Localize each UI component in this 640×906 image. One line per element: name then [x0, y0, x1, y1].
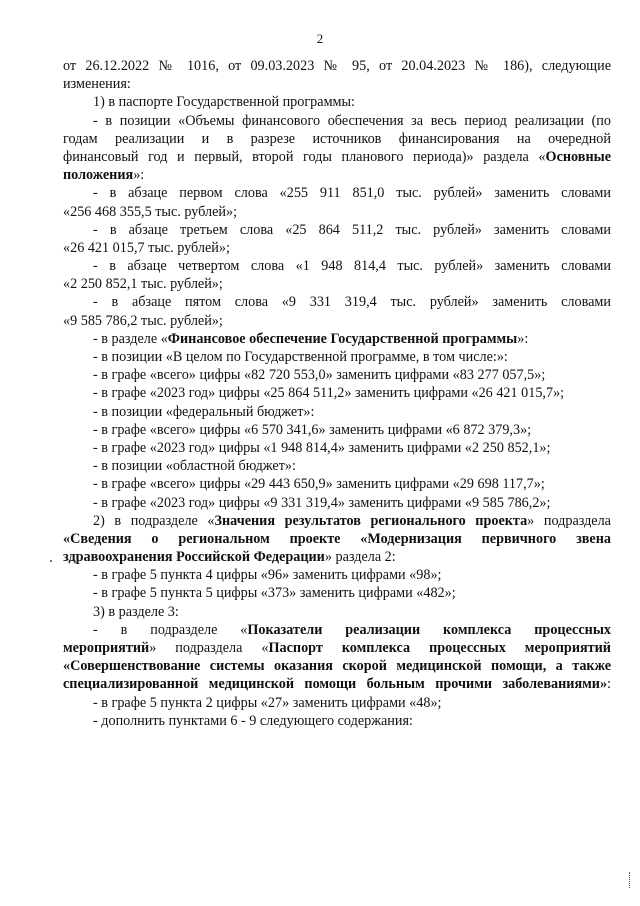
text-line	[63, 366, 611, 384]
text-line	[63, 257, 611, 275]
text-run: - в абзаце пятом слова «9 331 319,4 тыс. рублей» заменить словами	[93, 294, 611, 311]
bold-text-run: Финансовое обеспечение Государственной программы	[167, 330, 518, 347]
text-run: финансовый год и первый, второй годы планового периода)» раздела «	[63, 148, 546, 165]
bold-text-run: «Совершенствование системы оказания скорой медицинской помощи, а также	[63, 658, 611, 675]
text-line	[63, 421, 611, 439]
text-line	[63, 712, 611, 730]
text-line	[63, 494, 611, 512]
text-run: - в позиции «федеральный бюджет»:	[93, 403, 315, 420]
text-line	[63, 603, 611, 621]
text-line	[63, 548, 611, 566]
text-line	[63, 184, 611, 202]
text-run: - в абзаце третьем слова «25 864 511,2 тыс. рублей» заменить словами	[93, 221, 611, 238]
text-line	[63, 221, 611, 239]
text-line	[63, 403, 611, 421]
bold-text-run: «	[63, 530, 71, 547]
text-line	[63, 203, 611, 221]
text-line	[63, 75, 611, 93]
text-run: »:	[517, 330, 529, 347]
bold-text-run: положения	[63, 167, 134, 184]
text-run: :	[607, 676, 611, 693]
bold-text-run: Показатели реализации комплекса процессных	[247, 621, 611, 638]
text-line	[63, 530, 611, 548]
text-run: - в графе «всего» цифры «6 570 341,6» заменить цифрами «6 872 379,3»;	[93, 421, 532, 438]
text-run: - в абзаце четвертом слова «1 948 814,4 тыс. рублей» заменить словами	[93, 258, 611, 275]
text-run: - в графе «2023 год» цифры «1 948 814,4» заменить цифрами «2 250 852,1»;	[93, 439, 551, 456]
text-line	[63, 57, 611, 75]
text-run: «26 421 015,7 тыс. рублей»;	[63, 239, 230, 256]
bold-text-run: специализированной медицинской помощи больным прочими заболеваниями»	[63, 676, 608, 693]
text-line	[63, 584, 611, 602]
text-run: » раздела 2:	[324, 549, 396, 566]
text-run: » подраздела	[527, 512, 611, 529]
bold-text-run: здравоохранения Российской Федерации	[63, 549, 325, 566]
text-line	[63, 457, 611, 475]
text-line	[63, 439, 611, 457]
text-line	[63, 384, 611, 402]
bold-text-run: Основные	[545, 148, 611, 165]
text-line	[63, 130, 611, 148]
text-line	[63, 312, 611, 330]
text-run: «256 468 355,5 тыс. рублей»;	[63, 203, 238, 220]
text-run: - в графе 5 пункта 2 цифры «27» заменить цифрами «48»;	[93, 694, 442, 711]
text-run: 2) в подразделе «	[93, 512, 215, 529]
text-line	[63, 148, 611, 166]
text-run: - в графе 5 пункта 4 цифры «96» заменить цифрами «98»;	[93, 567, 442, 584]
text-line	[63, 239, 611, 257]
text-line	[63, 512, 611, 530]
text-line	[63, 475, 611, 493]
text-line	[63, 112, 611, 130]
text-run: - в позиции «областной бюджет»:	[93, 458, 296, 475]
text-line	[63, 93, 611, 111]
text-run: - в графе «2023 год» цифры «25 864 511,2» заменить цифрами «26 421 015,7»;	[93, 385, 565, 402]
text-line	[63, 348, 611, 366]
text-run: - в подразделе «	[93, 621, 248, 638]
text-run: «9 585 786,2 тыс. рублей»;	[63, 312, 223, 329]
bold-text-run: мероприятий	[63, 640, 150, 656]
text-run: - в графе 5 пункта 5 цифры «373» заменить цифрами «482»;	[93, 585, 456, 602]
text-line	[63, 275, 611, 293]
text-line	[63, 621, 611, 639]
text-run: 1) в паспорте Государственной программы:	[93, 94, 356, 111]
bold-text-run: Сведения о региональном проекте «Модернизация первичного звена	[70, 530, 611, 547]
text-line	[63, 675, 611, 693]
bold-text-run: Паспорт комплекса процессных мероприятий	[268, 640, 611, 656]
text-run: изменения:	[63, 76, 131, 93]
margin-mark	[629, 872, 634, 888]
text-line	[63, 639, 611, 657]
text-run: - в графе «всего» цифры «29 443 650,9» заменить цифрами «29 698 117,7»;	[93, 476, 545, 493]
scan-speck	[50, 560, 52, 562]
text-run: - в позиции «Объемы финансового обеспечения за весь период реализации (по	[93, 112, 611, 129]
text-run: - дополнить пунктами 6 - 9 следующего содержания:	[93, 712, 413, 729]
document-body	[63, 57, 611, 730]
text-run: - в графе «2023 год» цифры «9 331 319,4» заменить цифрами «9 585 786,2»;	[93, 494, 551, 511]
text-run: - в графе «всего» цифры «82 720 553,0» заменить цифрами «83 277 057,5»;	[93, 367, 546, 384]
text-run: - в разделе «	[93, 330, 168, 347]
text-line	[63, 293, 611, 311]
text-run: от 26.12.2022 № 1016, от 09.03.2023 № 95, от 20.04.2023 № 186), следующие	[63, 58, 611, 74]
bold-text-run: Значения результатов регионального проекта	[214, 512, 528, 529]
text-run: годам реализации и в разрезе источников финансирования на очередной	[63, 130, 611, 147]
text-run: »:	[133, 167, 145, 184]
text-line	[63, 566, 611, 584]
text-run: 3) в разделе 3:	[93, 603, 179, 620]
text-run: - в позиции «В целом по Государственной программе, в том числе:»:	[93, 349, 508, 365]
text-run: - в абзаце первом слова «255 911 851,0 тыс. рублей» заменить словами	[93, 185, 611, 202]
text-line	[63, 330, 611, 348]
text-line	[63, 657, 611, 675]
text-line	[63, 694, 611, 712]
text-run: » подраздела «	[149, 640, 269, 656]
page-number: 2	[316, 31, 324, 46]
text-run: «2 250 852,1 тыс. рублей»;	[63, 276, 223, 293]
text-line	[63, 166, 611, 184]
